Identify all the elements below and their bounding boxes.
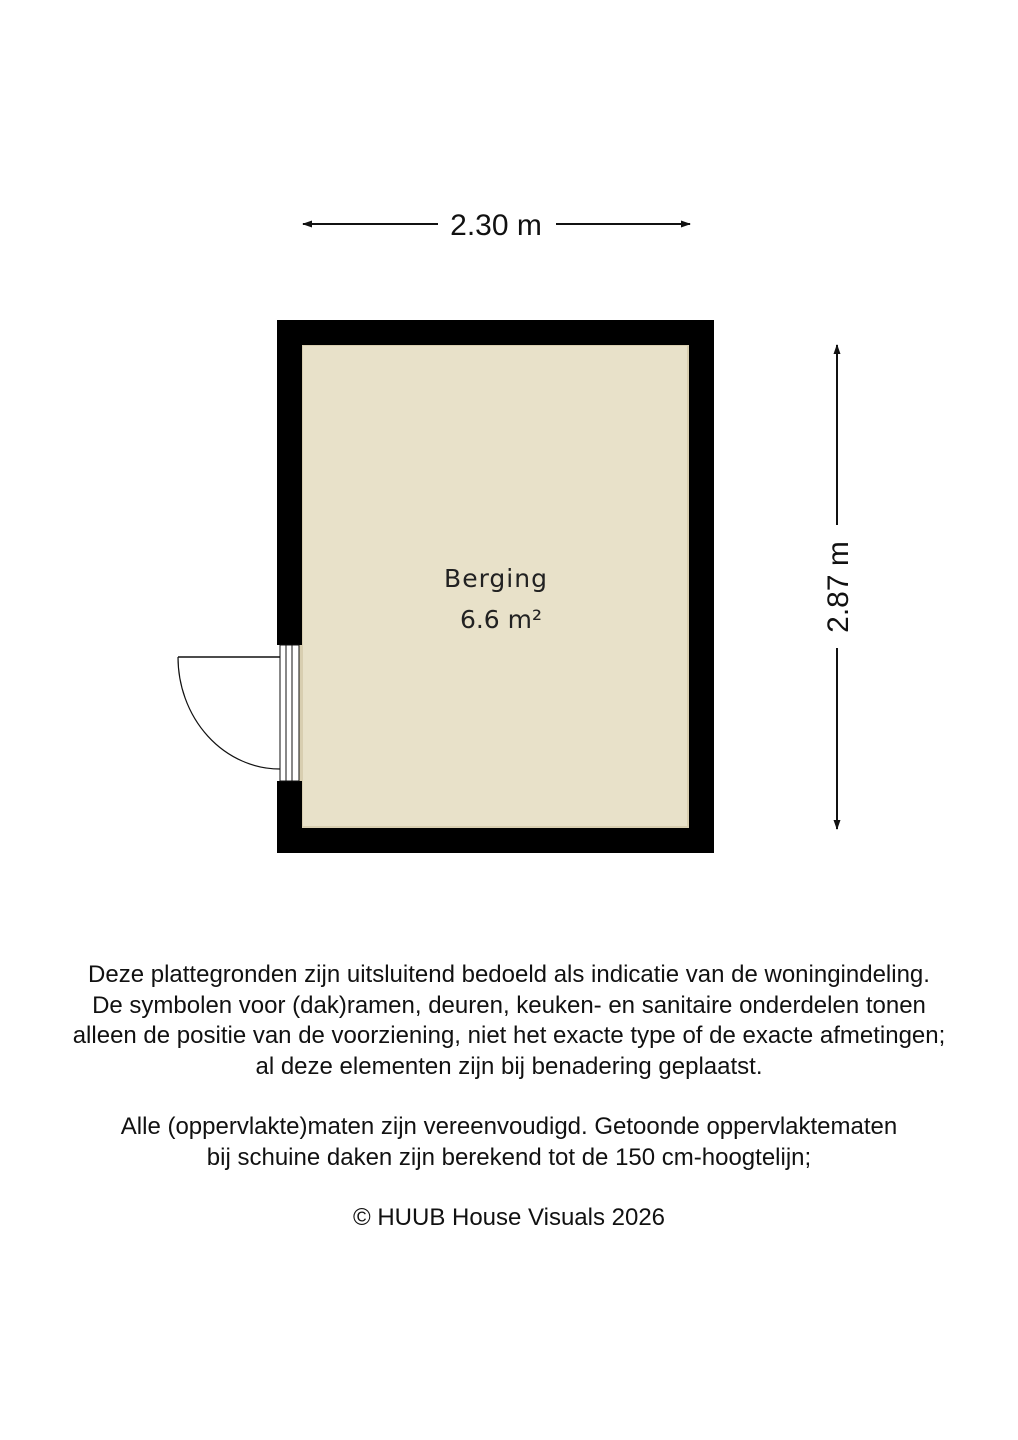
door [178,645,299,781]
wall-top [277,320,714,345]
door-frame [280,645,299,781]
disclaimer-line: al deze elementen zijn bij benadering geplaatst. [255,1052,763,1080]
width-dimension [303,209,690,242]
disclaimer-line: De symbolen voor (dak)ramen, deuren, keuken- en sanitaire onderdelen tonen [92,991,926,1019]
height-dimension-label: 2.87 m [822,541,855,633]
room-berging [277,320,714,853]
disclaimer-line: Alle (oppervlakte)maten zijn vereenvoudigd. Getoonde oppervlaktematen [120,1113,898,1140]
wall-right [689,320,714,853]
disclaimer-line: Deze plattegronden zijn uitsluitend bedoeld als indicatie van de woningindeling. [88,961,930,988]
room-area: 6.6 m² [459,605,543,634]
wall-bottom [277,828,714,853]
room-name: Berging [444,564,548,593]
disclaimer [0,960,1018,1234]
copyright: © HUUB House Visuals 2026 [352,1204,666,1231]
door-swing-arc [178,657,280,769]
height-dimension [822,345,855,829]
wall-left-lower [277,781,302,853]
disclaimer-line: alleen de positie van de voorziening, niet het exacte type of de exacte afmetingen; [72,1022,946,1049]
width-dimension-label: 2.30 m [450,209,542,242]
disclaimer-line: bij schuine daken zijn berekend tot de 150 cm-hoogtelijn; [206,1143,812,1171]
wall-left-upper [277,320,302,645]
